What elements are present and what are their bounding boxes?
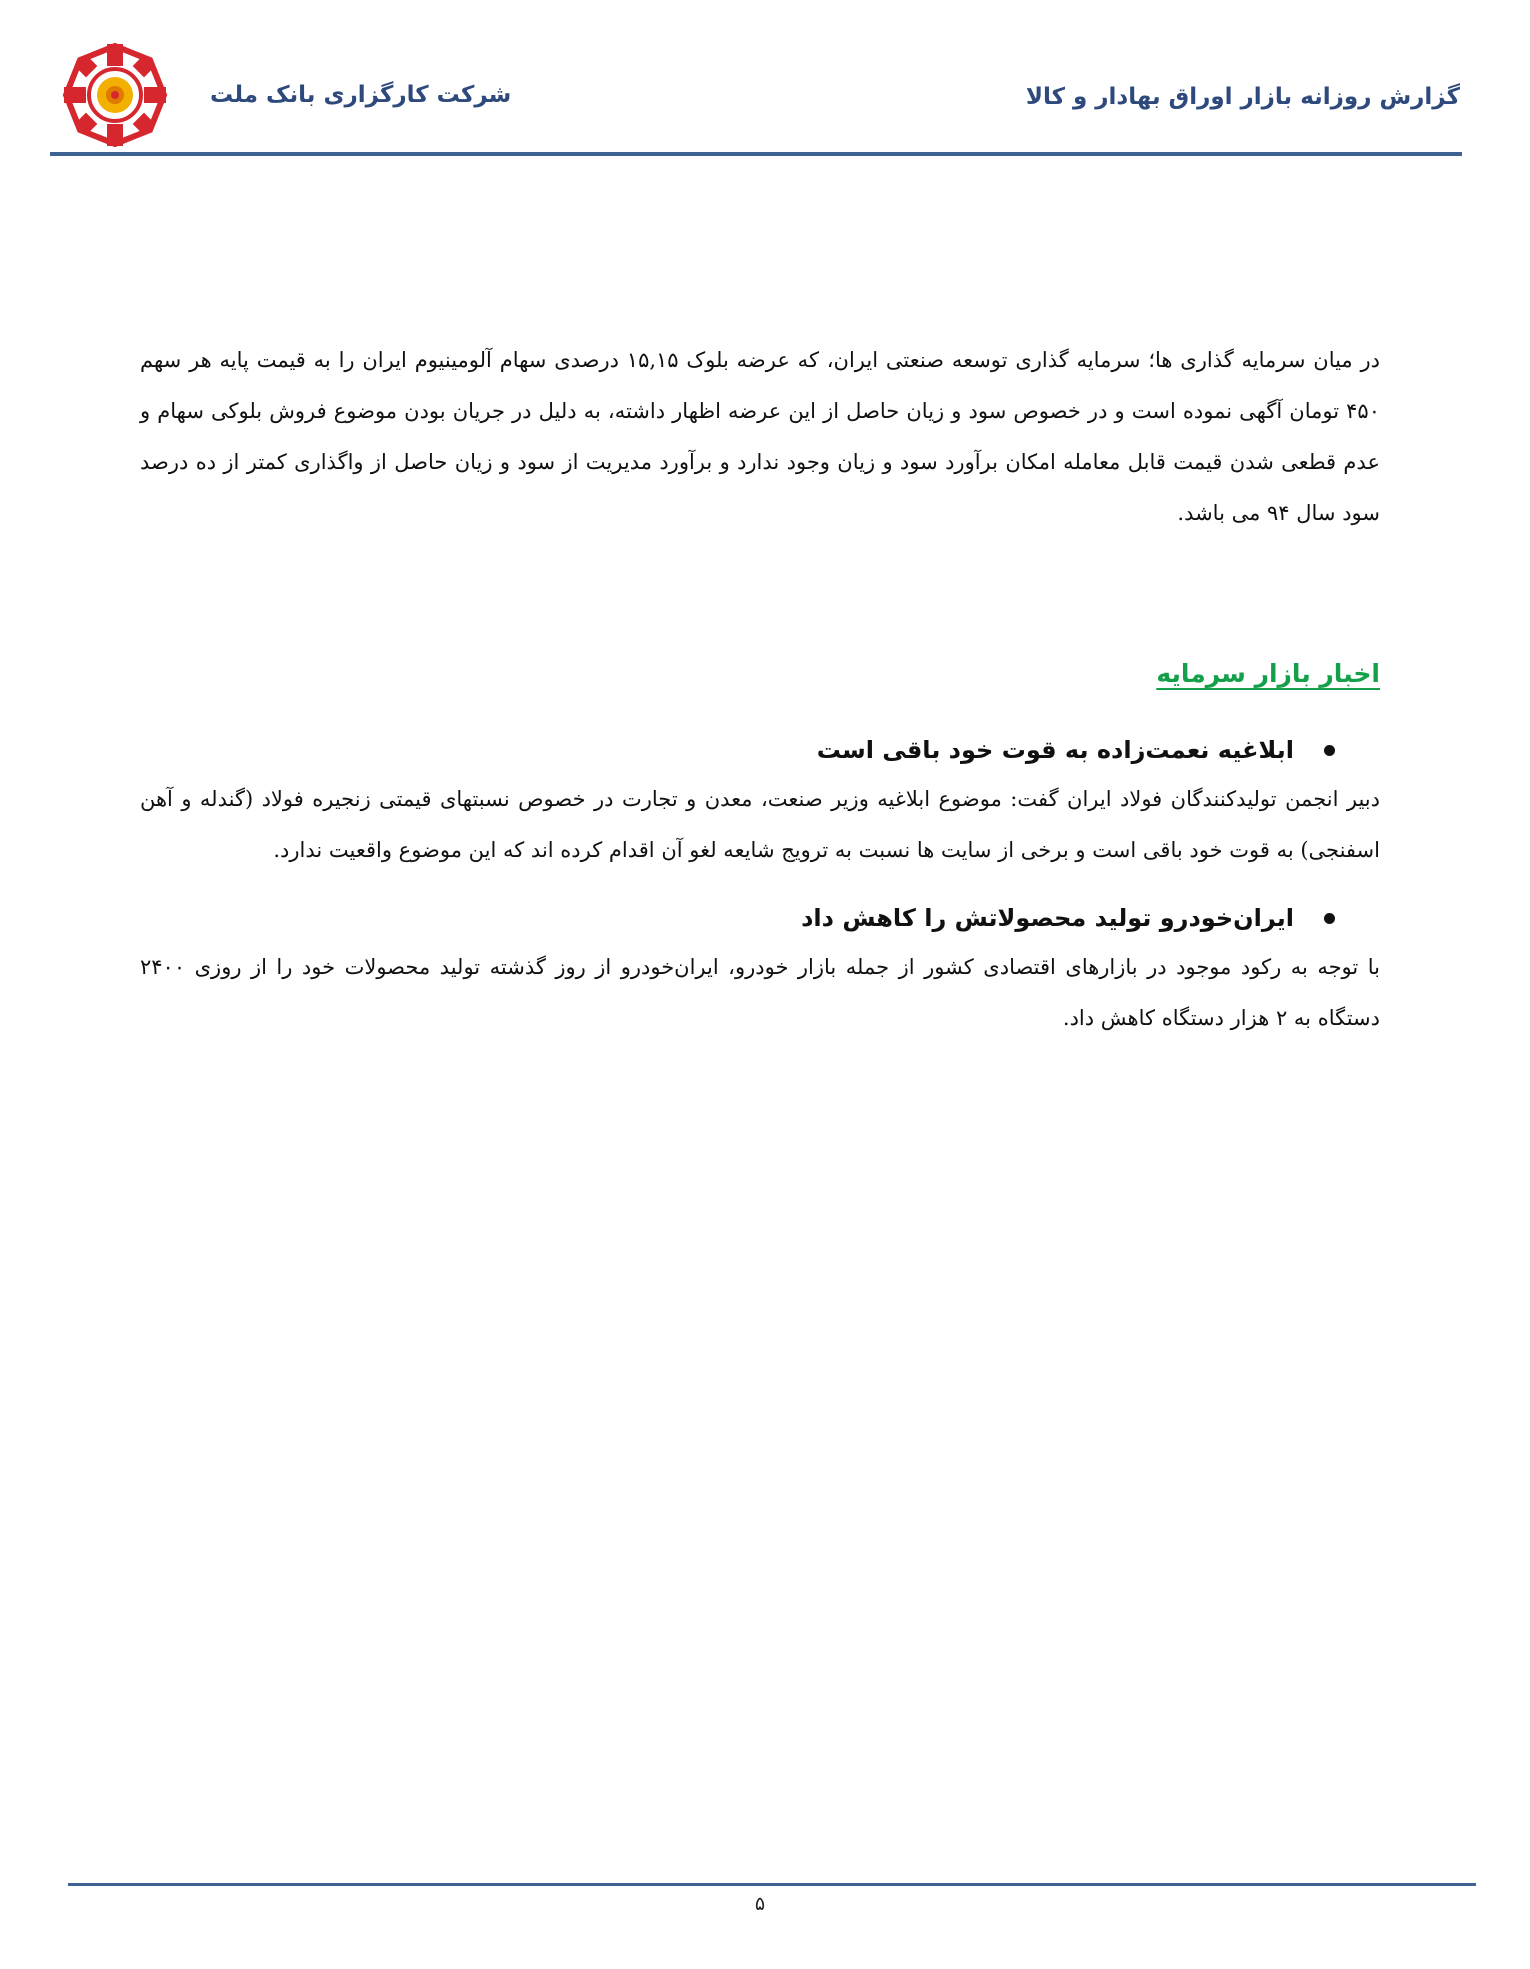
news-item xyxy=(140,728,1380,876)
news-body: دبیر انجمن تولیدکنندگان فولاد ایران گفت: موضوع ابلاغیه وزیر صنعت، معدن و تجارت در خصوص نسبتهای قیمتی زنجیره فولاد (گندله و آهن اسفنجی) به قوت خود باقی است و برخی از سایت ها نسبت به ترویج شایعه لغو آن اقدام کرده اند که این موضوع واقعیت ندارد. xyxy=(140,787,1380,862)
news-item xyxy=(140,896,1380,1044)
page-content xyxy=(140,335,1380,1064)
news-body: با توجه به رکود موجود در بازارهای اقتصادی کشور از جمله بازار خودرو، ایران‌خودرو از روز گذشته تولید محصولات خود را از روزی ۲۴۰۰ دستگاه به ۲ هزار دستگاه کاهش داد. xyxy=(140,955,1380,1030)
company-name: شرکت کارگزاری بانک ملت xyxy=(210,82,512,108)
intro-paragraph: در میان سرمایه گذاری ها؛ سرمایه گذاری توسعه صنعتی ایران، که عرضه بلوک ۱۵,۱۵ درصدی سهام آلومینیوم ایران را به قیمت پایه هر سهم ۴۵۰ تومان آگهی نموده است و در خصوص سود و زیان حاصل از این عرضه اظهار داشته، به دلیل در جریان بودن موضوع فروش بلوکی سهام و عدم قطعی شدن قیمت قابل معامله امکان برآورد سود و زیان وجود ندارد و برآورد مدیریت از سود و زیان حاصل از واگذاری کمتر از ده درصد سود سال ۹۴ می باشد. xyxy=(140,348,1380,525)
bullet-icon xyxy=(1324,913,1335,924)
footer-divider xyxy=(68,1883,1476,1886)
page-header xyxy=(50,40,1460,160)
page-number: ۵ xyxy=(754,1893,766,1915)
report-title: گزارش روزانه بازار اوراق بهادار و کالا xyxy=(1025,84,1460,110)
bullet-icon xyxy=(1324,745,1335,756)
news-title-text: ابلاغیه نعمت‌زاده به قوت خود باقی است xyxy=(816,736,1294,764)
mellat-bank-logo-icon xyxy=(60,40,170,150)
news-title xyxy=(140,896,1380,940)
news-title xyxy=(140,728,1380,772)
section-heading: اخبار بازار سرمایه xyxy=(1156,659,1380,688)
header-divider xyxy=(50,152,1462,156)
news-title-text: ایران‌خودرو تولید محصولاتش را کاهش داد xyxy=(801,904,1294,932)
